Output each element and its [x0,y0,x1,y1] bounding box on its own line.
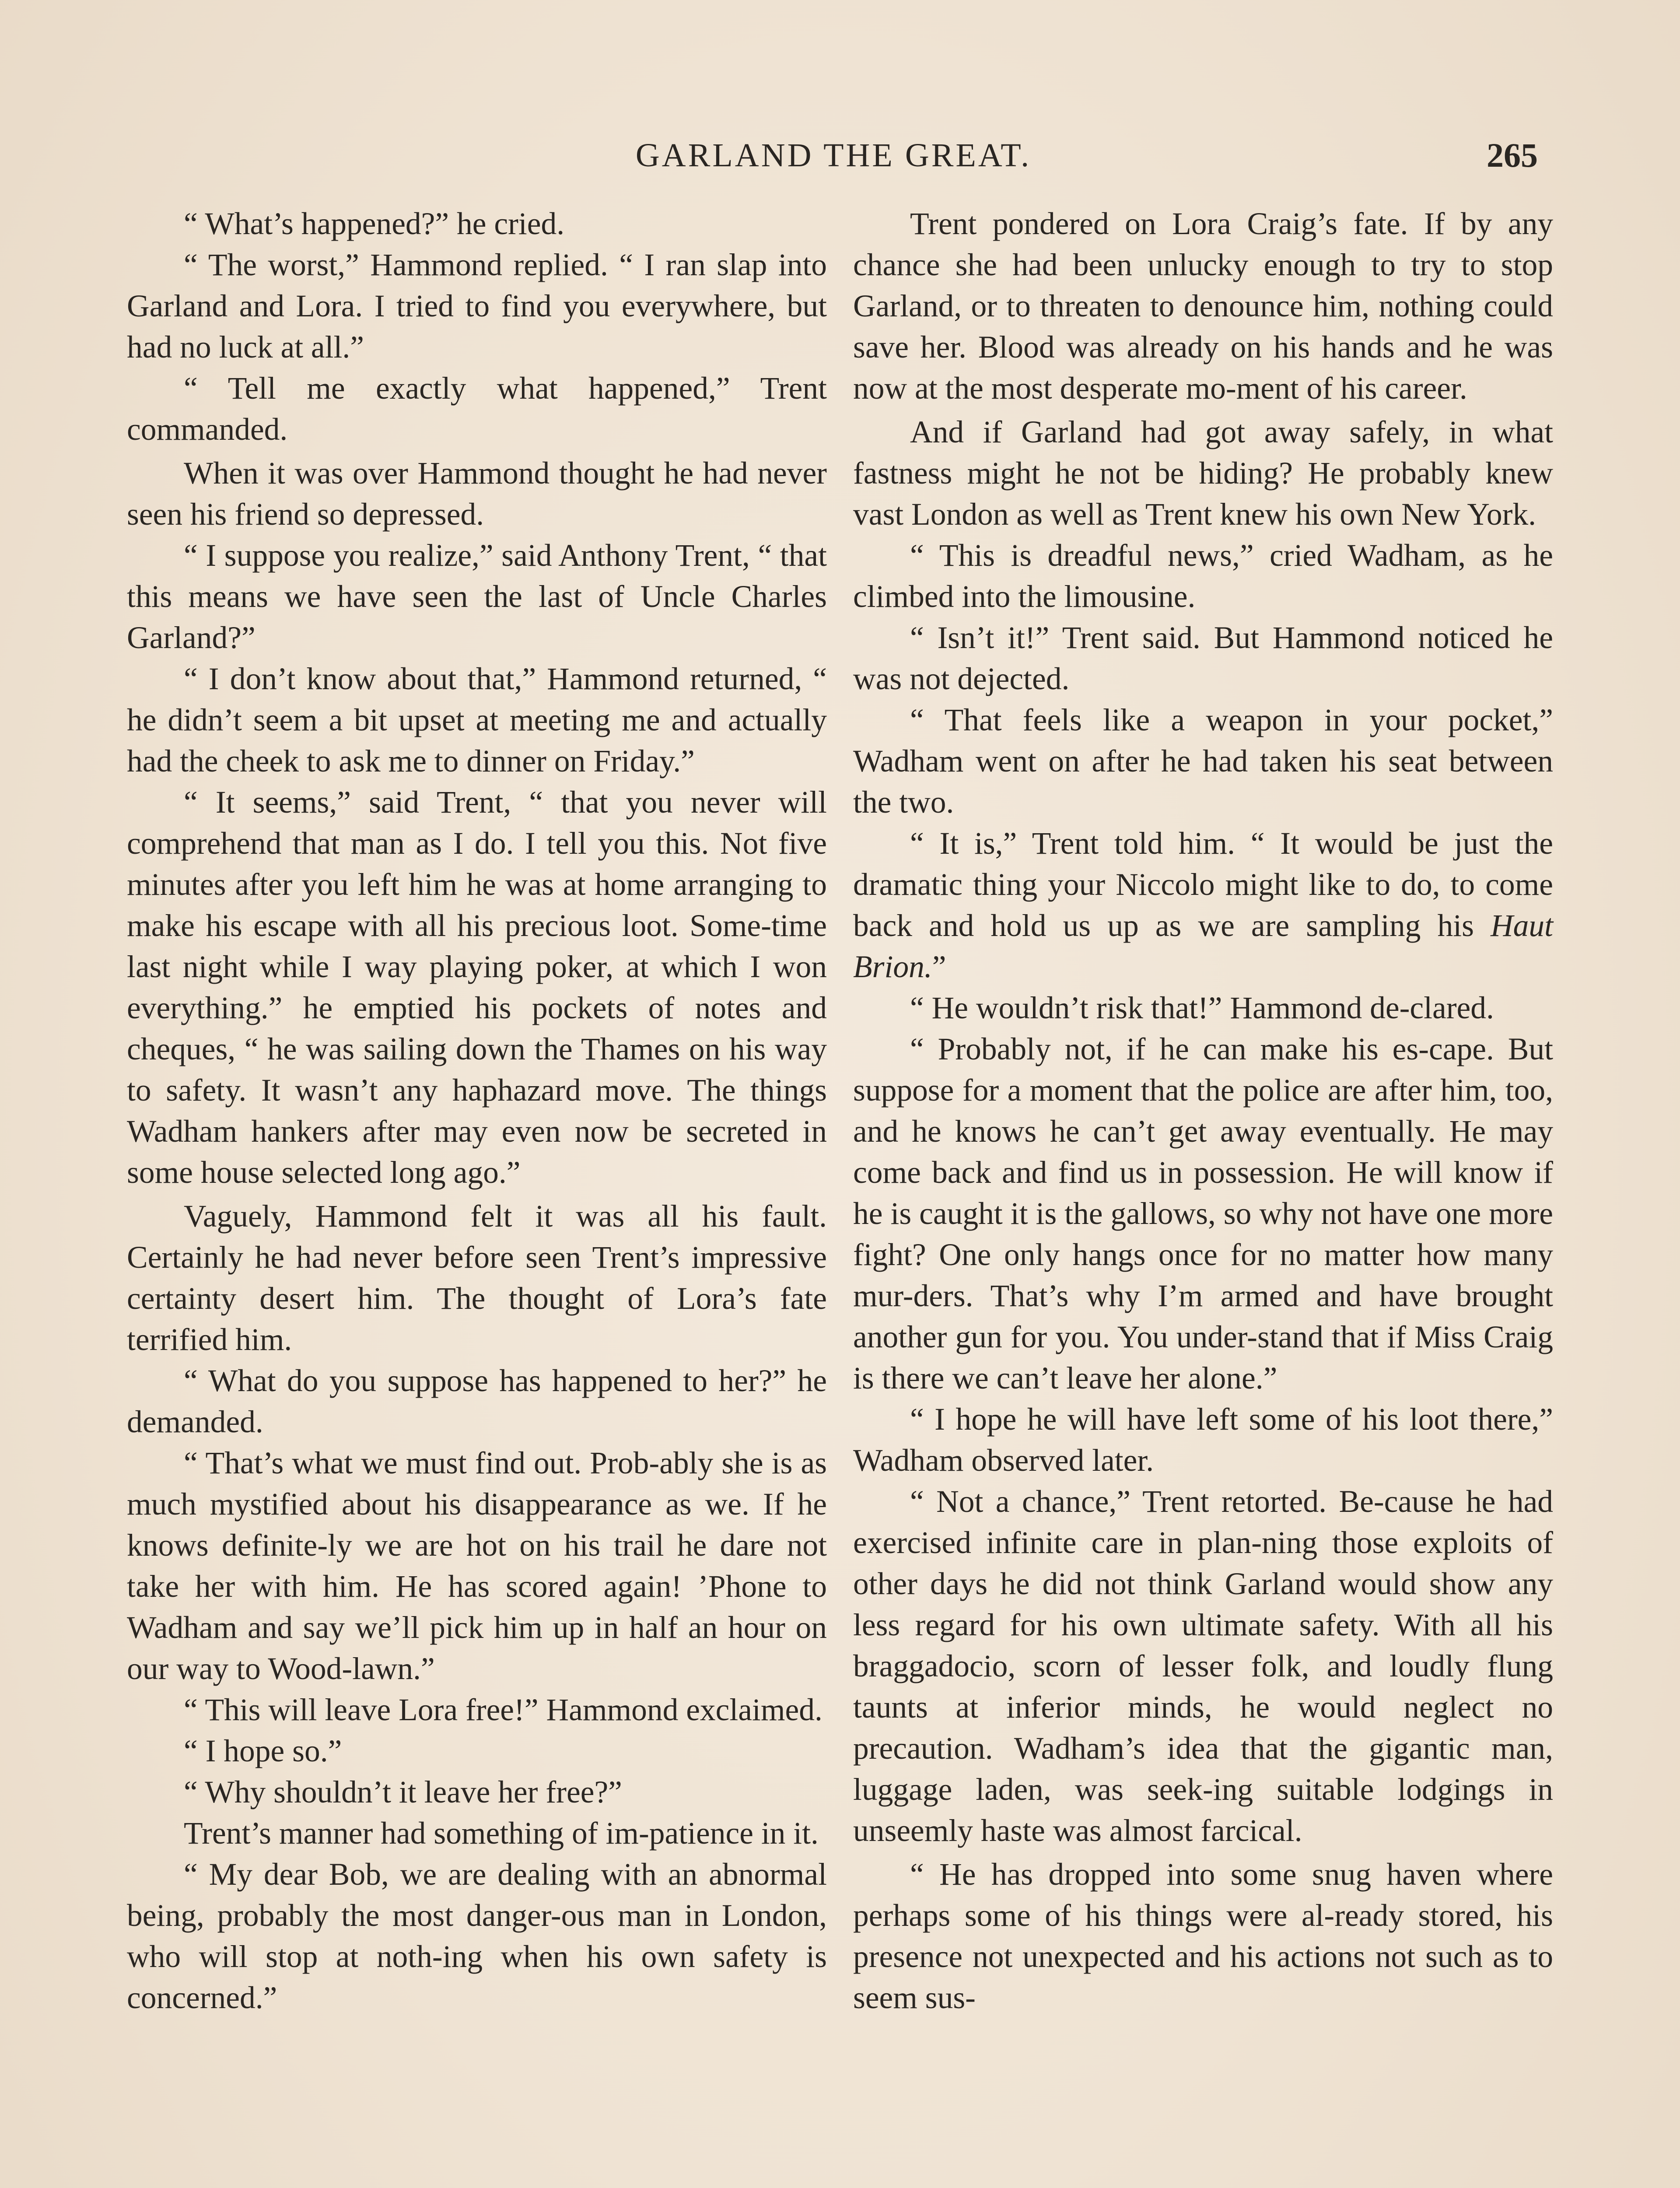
paragraph: “ He has dropped into some snug haven where perhaps some of his things were al-ready stored, his presence not unexpected and his actions not such as to seem sus- [853,1857,1553,2015]
paragraph: “ Probably not, if he can make his es-cape. But suppose for a moment that the police are after him, too, and he knows he can’t get away eventually. He may come back and find us in possession. He will know if he is caught it is the gallows, so why not have one more fight? One only hangs once for no matter how many mur-ders. That’s why I’m armed and have brought another gun for you. You under-stand that if Miss Craig is there we can’t leave her alone.” [853,1032,1553,1396]
paragraph: “ It seems,” said Trent, “ that you never will comprehend that man as I do. I tell you this. Not five minutes after you left him he was at home arranging to make his escape with all his precious loot. Some-time last night while I way playing poker, at which I won everything.” he emptied his pockets of notes and cheques, “ he was sailing down the Thames on his way to safety. It wasn’t any haphazard move. The things Wadham hankers after may even now be secreted in some house selected long ago.” [127,785,827,1190]
right-column [853,203,1553,2019]
paragraph: “ The worst,” Hammond replied. “ I ran slap into Garland and Lora. I tried to find you everywhere, but had no luck at all.” [127,248,827,365]
paragraph: And if Garland had got away safely, in what fastness might he not be hiding? He probably knew vast London as well as Trent knew his own New York. [853,415,1553,532]
paragraph: “ Not a chance,” Trent retorted. Be-cause he had exercised infinite care in plan-ning those exploits of other days he did not think Garland would show any less regard for his own ultimate safety. With all his braggadocio, scorn of lesser folk, and loudly flung taunts at inferior minds, he would neglect no precaution. Wadham’s idea that the gigantic man, luggage laden, was seek-ing suitable lodgings in unseemly haste was almost farcical. [853,1484,1553,1848]
paragraph [853,823,1553,988]
paragraph: “ That feels like a weapon in your pocket,” Wadham went on after he had taken his seat between the two. [853,703,1553,820]
paragraph: “ That’s what we must find out. Prob-ably she is as much mystified about his disappearance as we. If he knows definite-ly we are hot on his trail he dare not take her with him. He has scored again! ’Phone to Wadham and say we’ll pick him up in half an hour on our way to Wood-lawn.” [127,1446,827,1686]
page-header [129,131,1538,179]
left-column [127,203,827,2019]
paragraph: Vaguely, Hammond felt it was all his fault. Certainly he had never before seen Trent’s impressive certainty desert him. The thought of Lora’s fate terrified him. [127,1199,827,1357]
paragraph: “ I suppose you realize,” said Anthony Trent, “ that this means we have seen the last of Uncle Charles Garland?” [127,538,827,655]
paragraph: “ I don’t know about that,” Hammond returned, “ he didn’t seem a bit upset at meeting me and actually had the cheek to ask me to dinner on Friday.” [127,662,827,778]
paragraph-text: ” [932,950,946,984]
paragraph: “ Why shouldn’t it leave her free?” [184,1775,622,1809]
paragraph: “ What do you suppose has happened to her?” he demanded. [127,1364,827,1439]
paragraph: “ My dear Bob, we are dealing with an abnormal being, probably the most danger-ous man in London, who will stop at noth-ing when his own safety is concerned.” [127,1857,827,2015]
paragraph: “ This is dreadful news,” cried Wadham, as he climbed into the limousine. [853,538,1553,614]
page-number: 265 [1487,136,1538,174]
paragraph: “ He wouldn’t risk that!” Hammond de-clared. [910,991,1494,1025]
paragraph-text: “ It is,” Trent told him. “ It would be just the dramatic thing your Niccolo might like to do, to come back and hold us up as we are sampling his [853,826,1553,943]
italic-wine-name: Haut Brion. [853,908,1553,984]
paragraph: “ Isn’t it!” Trent said. But Hammond noticed he was not dejected. [853,621,1553,696]
paragraph: “ I hope so.” [184,1734,342,1768]
paragraph: “ Tell me exactly what happened,” Trent commanded. [127,371,827,447]
paragraph: When it was over Hammond thought he had never seen his friend so depressed. [127,456,827,532]
paragraph: Trent’s manner had something of im-patience in it. [184,1816,819,1851]
paragraph: “ This will leave Lora free!” Hammond exclaimed. [184,1693,822,1727]
paragraph: Trent pondered on Lora Craig’s fate. If by any chance she had been unlucky enough to try to stop Garland, or to threaten to denounce him, nothing could save her. Blood was already on his hands and he was now at the most desperate mo-ment of his career. [853,207,1553,406]
paragraph: “ What’s happened?” he cried. [184,207,565,241]
paragraph: “ I hope he will have left some of his loot there,” Wadham observed later. [853,1402,1553,1478]
running-title: GARLAND THE GREAT. [635,137,1032,174]
